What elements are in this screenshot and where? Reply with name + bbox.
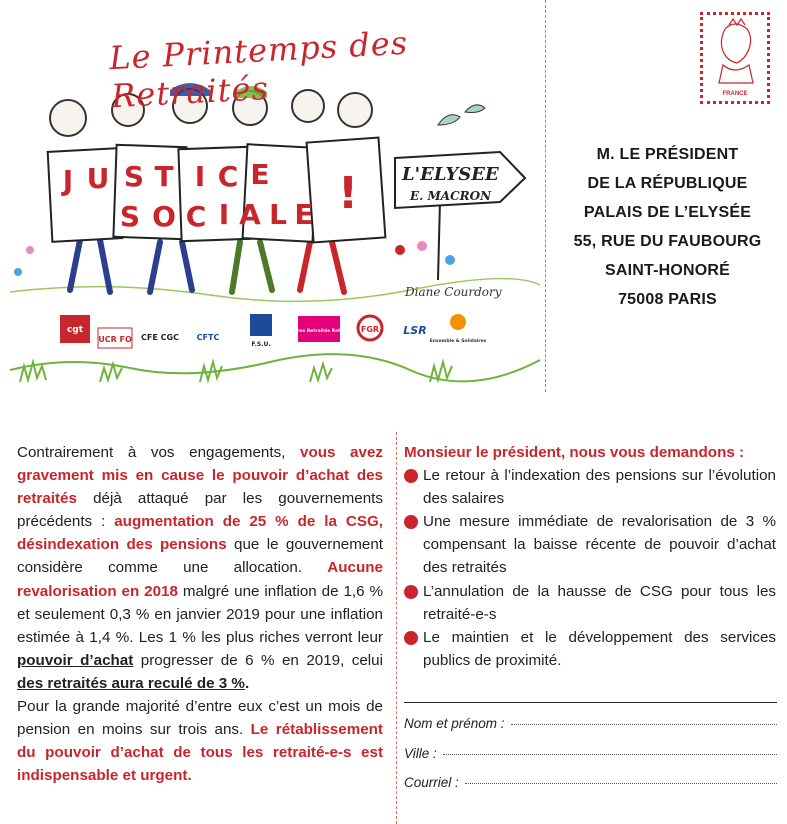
postage-stamp [700, 12, 770, 104]
bullet-icon [404, 631, 418, 645]
logo-ucr-fo: UCR FO [98, 335, 132, 344]
logo-cfe-cgc: CFE CGC [141, 333, 179, 342]
sign-letter: U [86, 162, 110, 195]
sign-letter: S [123, 160, 145, 193]
email-input-line[interactable] [465, 783, 777, 784]
text-span: . [244, 674, 250, 692]
card-divider-top [545, 0, 546, 392]
sign-letter: A [239, 198, 261, 231]
sign-letter: C [185, 200, 207, 233]
highlight-text: Le rétablissement du pouvoir d’achat de tous les retraité-e-s est indispensable et urgent. [17, 721, 383, 785]
illustration [10, 10, 540, 390]
underlined-text: des retraités aura reculé de 3 % [17, 674, 245, 692]
logo-ensemble: Ensemble & Solidaires [429, 339, 487, 344]
sign-letter: T [154, 160, 174, 193]
text-span: Contrairement à vos engagements, [17, 444, 300, 461]
illustration-title: Le Printemps des Retraités [108, 23, 409, 116]
sign-letter: O [152, 200, 176, 233]
demand-item [404, 510, 776, 579]
demand-text: Une mesure immédiate de revalorisation de 3 % compensant la baisse récente de pouvoir d’achat des retraités [423, 513, 776, 577]
address-line: 55, RUE DU FAUBOURG [573, 233, 762, 250]
highlight-text: Aucune revalorisation en 2018 [17, 559, 383, 600]
name-field[interactable] [404, 716, 777, 731]
email-label: Courriel : [404, 775, 459, 790]
demand-text: L’annulation de la hausse de CSG pour tous les retraité-e-s [423, 582, 776, 623]
sign-letter: I [194, 160, 206, 193]
signpost-line2: E. MACRON [410, 189, 492, 203]
address-line: DE LA RÉPUBLIQUE [587, 175, 748, 192]
city-label: Ville : [404, 746, 437, 761]
sign-letter: S [119, 200, 141, 233]
logo-fsu: F.S.U. [251, 341, 271, 348]
demands-section [404, 441, 776, 672]
demand-item [404, 626, 776, 672]
name-label: Nom et prénom : [404, 716, 505, 731]
sign-letter: I [218, 198, 230, 231]
logo-solidaires: Solidaires Retraités Retraitées [279, 329, 359, 334]
demand-text: Le retour à l’indexation des pensions sur l’évolution des salaires [423, 467, 776, 508]
address-line: SAINT-HONORÉ [604, 262, 731, 279]
sign-letter: E [294, 198, 314, 231]
sign-letter: E [250, 158, 270, 191]
demands-list [404, 464, 776, 672]
signpost-line1: L'ELYSEE [402, 164, 499, 185]
address-line: 75008 PARIS [618, 291, 717, 308]
artist-signature: Diane Courdory [405, 285, 502, 299]
email-field[interactable] [404, 775, 777, 790]
text-span: déjà attaqué par les gouvernements précédents : [17, 490, 383, 531]
demand-text: Le maintien et le développement des services publics de proximité. [423, 628, 776, 669]
text-span: malgré une inflation de 1,6 % et seulement 0,3 % en janvier 2019 pour une inflation estimée à 1,4 %. Les 1 % les plus riches verront leur [17, 582, 383, 646]
bullet-icon [404, 515, 418, 529]
bullet-icon [404, 469, 418, 483]
logo-cgt: cgt [66, 325, 84, 335]
stamp-label: FRANCE [722, 91, 748, 97]
sign-letter: C [217, 160, 239, 193]
message-paragraph-2 [17, 695, 383, 787]
card-divider-bottom [396, 432, 397, 824]
demand-item [404, 580, 776, 626]
sign-letter: J [62, 164, 74, 197]
logo-lsr: LSR [403, 324, 427, 337]
marianne-icon [703, 15, 767, 95]
sign-letter: ! [337, 168, 359, 219]
bullet-icon [404, 585, 418, 599]
city-input-line[interactable] [443, 754, 777, 755]
underlined-text: pouvoir d’achat [17, 651, 134, 669]
address-line: M. LE PRÉSIDENT [596, 146, 739, 163]
logo-cftc: CFTC [196, 333, 220, 342]
text-span: que le gouvernement considère comme une allocation. [17, 536, 383, 577]
name-input-line[interactable] [511, 724, 777, 725]
message-paragraph-1 [17, 441, 383, 695]
city-field[interactable] [404, 746, 777, 761]
demands-title: Monsieur le président, nous vous demandons : [404, 444, 745, 461]
form-divider [404, 702, 777, 703]
message-body [17, 441, 383, 787]
highlight-text: augmentation de 25 % de la CSG, désindexation des pensions [17, 513, 383, 554]
logo-fgr: FGR [360, 325, 380, 334]
text-span: progresser de 6 % en 2019, celui [133, 651, 384, 669]
text-span: Pour la grande majorité d’entre eux c’est un mois de pension en moins sur trois ans. [17, 698, 383, 739]
address-line: PALAIS DE L’ELYSÉE [583, 204, 752, 221]
recipient-address [548, 140, 787, 314]
demand-item [404, 464, 776, 510]
sign-letter: L [269, 198, 287, 231]
highlight-text: vous avez gravement mis en cause le pouvoir d’achat des retraités [17, 444, 383, 508]
